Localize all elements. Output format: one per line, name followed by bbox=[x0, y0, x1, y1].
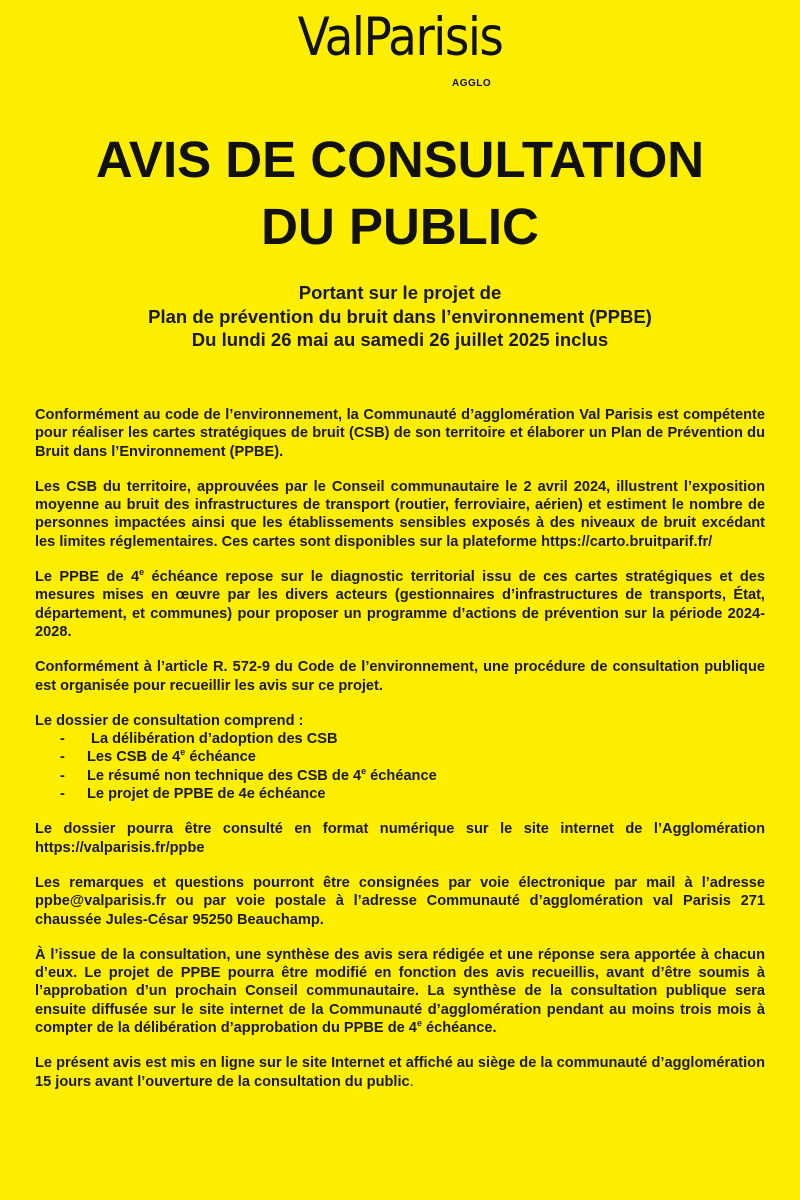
subtitle-line-2: Plan de prévention du bruit dans l’environnement (PPBE) bbox=[148, 305, 652, 327]
dossier-list bbox=[35, 730, 765, 803]
list-item bbox=[35, 785, 765, 803]
paragraph-contact: Les remarques et questions pourront être consignées par voie électronique par mail à l’adresse ppbe@valparisis.fr ou par voie postale à l’adresse Communauté d’agglomération val Parisis 271 chaussée Jules-César 95250 Beauchamp. bbox=[35, 874, 765, 928]
page-title bbox=[0, 126, 800, 260]
list-dash: - bbox=[60, 786, 65, 803]
list-item-3 bbox=[87, 767, 437, 785]
logo-name: ValParisis bbox=[297, 6, 503, 69]
title-line-2: DU PUBLIC bbox=[261, 198, 539, 255]
list-item-2-b: échéance bbox=[185, 749, 256, 766]
p8-text: Le présent avis est mis en ligne sur le site Internet et affiché au siège de la communauté d’agglomération 15 jours avant l’ouverture de la consultation du public bbox=[35, 1055, 765, 1090]
subtitle bbox=[0, 281, 800, 352]
paragraph-competence: Conformément au code de l’environnement, la Communauté d’agglomération Val Parisis est compétente pour réaliser les cartes stratégiques de bruit (CSB) de son territoire et élaborer un Plan de Prévention du Bruit dans l’Environnement (PPBE). bbox=[35, 407, 765, 460]
paragraph-csb: Les CSB du territoire, approuvées par le Conseil communautaire le 2 avril 2024, illustrent l’exposition moyenne au bruit des infrastructures de transport (routier, ferroviaire, aérien) et estiment le nombre de personnes impactées ainsi que les établissements sensibles exposés à des niveaux de bruit excédant les limites réglementaires. Ces cartes sont disponibles sur la plateforme https://carto.bruitparif.fr/ bbox=[35, 478, 765, 550]
subtitle-line-3: Du lundi 26 mai au samedi 26 juillet 2025 inclus bbox=[191, 329, 609, 350]
list-item-1: La délibération d’adoption des CSB bbox=[87, 731, 338, 748]
p7-part-b: échéance. bbox=[421, 1020, 497, 1037]
notice-body bbox=[35, 406, 765, 1108]
paragraph-publication bbox=[35, 1054, 765, 1091]
p8-end: . bbox=[409, 1073, 414, 1090]
logo-sub: AGGLO bbox=[452, 78, 492, 89]
list-item-2 bbox=[87, 748, 256, 766]
list-item-4: Le projet de PPBE de 4e échéance bbox=[87, 786, 326, 803]
list-item-2-sup: e bbox=[180, 747, 186, 758]
paragraph-consultation-site: Le dossier pourra être consulté en format numérique sur le site internet de l’Agglomération https://valparisis.fr/ppbe bbox=[35, 821, 765, 856]
p7-sup: e bbox=[416, 1018, 422, 1029]
valparisis-logo bbox=[0, 6, 800, 89]
list-dash: - bbox=[60, 749, 65, 766]
p7-part-a: À l’issue de la consultation, une synthèse des avis sera rédigée et une réponse sera apportée à chacun d’eux. Le projet de PPBE pourra être modifié en fonction des avis recueillis, avant d’être soumis à l’approbation d’un prochain Conseil communautaire. La synthèse de la consultation publique sera ensuite diffusée sur le site internet de la Communauté d’agglomération pendant au moins trois mois à compter de la délibération d’approbation du PPBE de 4 bbox=[35, 946, 765, 1037]
list-dash: - bbox=[60, 767, 65, 784]
list-item bbox=[35, 767, 765, 785]
paragraph-synthesis bbox=[35, 946, 765, 1037]
p3-sup: e bbox=[139, 567, 145, 578]
list-item bbox=[35, 748, 765, 766]
subtitle-line-1: Portant sur le projet de bbox=[298, 282, 502, 303]
list-item-3-a: Le résumé non technique des CSB de 4 bbox=[87, 767, 362, 784]
list-dash: - bbox=[60, 731, 65, 748]
list-item-3-sup: e bbox=[361, 765, 367, 776]
list-item-3-b: échéance bbox=[366, 767, 437, 784]
paragraph-ppbe bbox=[35, 568, 765, 641]
p3-part-a: Le PPBE de 4 bbox=[35, 569, 140, 586]
list-intro: Le dossier de consultation comprend : bbox=[35, 712, 304, 729]
list-item-2-a: Les CSB de 4 bbox=[87, 749, 181, 766]
list-item bbox=[35, 730, 765, 748]
title-line-1: AVIS DE CONSULTATION bbox=[95, 131, 705, 188]
p3-part-b: échéance repose sur le diagnostic territorial issu de ces cartes stratégiques et des mesures mises en œuvre par les divers acteurs (gestionnaires d’infrastructures de transports, État, département, et communes) pour proposer un programme d’actions de prévention sur la période 2024- 2028. bbox=[35, 569, 765, 640]
paragraph-procedure: Conformément à l’article R. 572-9 du Code de l’environnement, une procédure de consultation publique est organisée pour recueillir les avis sur ce projet. bbox=[35, 659, 765, 694]
